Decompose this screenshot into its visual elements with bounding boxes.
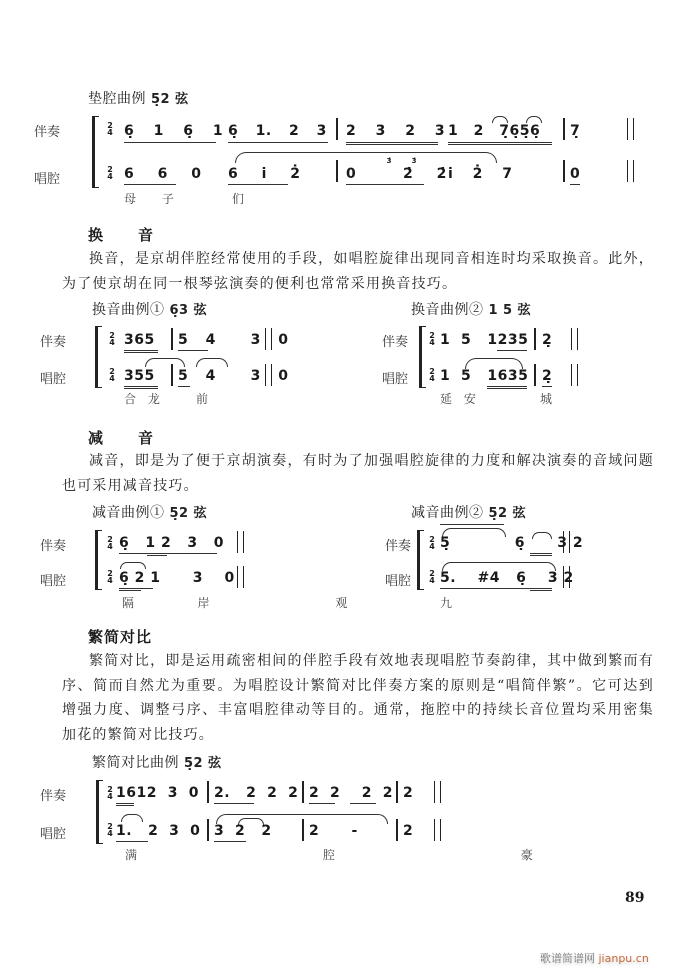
watermark-cn: 歌谱简谱网 — [540, 952, 595, 965]
example-caption — [88, 88, 189, 108]
final-barline — [434, 819, 441, 841]
accomp-measure: 365 — [124, 332, 155, 348]
beam — [346, 142, 438, 143]
beam — [178, 386, 190, 387]
beam — [124, 184, 176, 185]
barline — [207, 819, 209, 841]
caption-text: 换音曲例② — [411, 302, 484, 318]
vocal-measure: 1 5 1635 — [440, 368, 529, 384]
tuning-label: 5̣2 弦 — [488, 506, 527, 521]
beam — [119, 553, 217, 554]
beam — [147, 555, 167, 556]
final-barline — [571, 328, 578, 350]
section-paragraph: 换音，是京胡伴腔经常使用的手段，如唱腔旋律出现同音相连时均采取换音。此外，为了使京胡在同一根琴弦演奏的便利也常常采用换音技巧。 — [62, 251, 654, 292]
page-number: 89 — [625, 890, 645, 906]
vocal-measure: 6 i̇ 2̇ — [228, 166, 301, 182]
beam — [178, 350, 208, 351]
vocal-measure: 6 6 0 — [124, 166, 202, 182]
barline — [534, 364, 536, 386]
time-signature: 2 4 — [107, 165, 113, 181]
barline — [171, 328, 173, 350]
beam — [530, 590, 552, 591]
final-barline — [237, 531, 244, 553]
beam — [542, 386, 552, 387]
beam — [214, 841, 246, 842]
beam — [497, 350, 527, 351]
beam — [116, 841, 148, 842]
caption-text: 减音曲例① — [92, 505, 165, 521]
barline — [534, 328, 536, 350]
accomp-measure: 5 4 3 0 — [178, 332, 289, 348]
beam — [214, 803, 254, 804]
system-brace — [92, 116, 99, 188]
vocal-label: 唱腔 — [382, 372, 409, 387]
slur — [121, 814, 143, 822]
vocal-label: 唱腔 — [34, 172, 61, 187]
time-signature: 2 4 — [429, 367, 435, 383]
tuning-label: 5̣2 弦 — [169, 506, 208, 521]
beam — [346, 184, 424, 185]
time-signature: 2 4 — [429, 535, 435, 551]
slur — [145, 358, 185, 367]
accomp-label: 伴奏 — [382, 335, 409, 350]
time-signature: 2 4 — [107, 535, 113, 551]
time-signature: 2 4 — [107, 569, 113, 585]
caption-text: 繁简对比曲例 — [92, 755, 179, 771]
final-barline — [434, 781, 441, 803]
accomp-measure: 2 3 2 3 — [346, 123, 446, 139]
caption-text: 换音曲例① — [92, 302, 165, 318]
vocal-measure: 355 — [124, 368, 155, 384]
slur — [526, 116, 542, 123]
vocal-measure: 5. #4 6̣ 3 2 — [440, 570, 574, 586]
vocal-measure: 0 2̇ 2̇ — [346, 166, 447, 182]
system-brace — [96, 780, 103, 844]
caption-text: 垫腔曲例 — [88, 91, 146, 107]
beam — [124, 388, 158, 389]
lyrics: 满 腔 豪 — [125, 848, 534, 862]
beam — [124, 142, 216, 143]
beam — [440, 588, 552, 589]
beam — [116, 803, 134, 804]
slur — [196, 358, 228, 367]
vocal-measure: 0 — [570, 166, 581, 182]
accomp-measure: 2̣ — [542, 332, 553, 348]
final-barline — [627, 160, 634, 182]
lyrics: 们 — [232, 192, 246, 206]
grace-note: 3̇ — [386, 157, 392, 165]
slur — [235, 152, 497, 163]
beam — [124, 352, 158, 353]
tuning-label: 5̣2 弦 — [150, 92, 189, 107]
accomp-label: 伴奏 — [40, 335, 67, 350]
final-barline — [627, 118, 634, 140]
slur — [120, 562, 146, 569]
barline — [563, 118, 565, 140]
time-signature: 2 4 — [107, 121, 113, 137]
barline — [302, 781, 304, 803]
beam — [124, 386, 158, 387]
beam — [448, 142, 552, 143]
slur — [492, 116, 508, 123]
tuning-label: 6̣3 弦 — [169, 303, 208, 318]
accomp-measure: 1 5 1235 — [440, 332, 529, 348]
example-caption — [92, 502, 207, 522]
time-signature: 2 4 — [429, 569, 435, 585]
beam — [448, 144, 552, 145]
beam — [119, 590, 141, 591]
vocal-measure: 2 - — [309, 823, 358, 839]
tuning-label: 5̣2 弦 — [183, 756, 222, 771]
barline — [336, 160, 338, 182]
beam — [119, 588, 153, 589]
beam — [228, 184, 288, 185]
vocal-measure: 2 — [403, 823, 414, 839]
watermark-en: jianpu.cn — [598, 952, 649, 965]
accomp-measure: 1 2 7̣6̣5̣6̣ — [448, 123, 541, 139]
example-caption — [411, 299, 531, 319]
accomp-measure: 2 2 2 2 — [309, 785, 393, 801]
accomp-measure: 2. 2 2 2 — [214, 785, 299, 801]
accomp-label: 伴奏 — [34, 125, 61, 140]
beam — [530, 553, 552, 554]
final-barline — [237, 566, 244, 588]
beam — [228, 142, 328, 143]
vocal-measure: i̇ 2̇ 7 — [448, 166, 513, 182]
lyrics: 延 安 — [440, 392, 477, 406]
system-brace — [419, 326, 426, 388]
barline — [207, 781, 209, 803]
time-signature: 2 4 — [429, 331, 435, 347]
example-caption — [92, 299, 207, 319]
lyrics: 母 子 — [124, 192, 175, 206]
accomp-label: 伴奏 — [385, 539, 412, 554]
grace-note: 3̇ — [411, 157, 417, 165]
time-signature: 2 4 — [107, 785, 113, 801]
lyrics: 隔 岸 观 — [122, 596, 349, 610]
vocal-measure: 2̣ — [542, 368, 553, 384]
time-signature: 2 4 — [109, 367, 115, 383]
vocal-measure: 1. 2 3 0 — [116, 823, 201, 839]
example-caption — [92, 752, 222, 772]
caption-text: 减音曲例② — [411, 505, 484, 521]
beam — [350, 803, 376, 804]
watermark — [540, 950, 649, 966]
section-title: 繁简对比 — [88, 628, 153, 646]
example-caption — [411, 502, 526, 522]
vocal-label: 唱腔 — [385, 574, 412, 589]
accomp-measure: 1612 3 0 — [116, 785, 199, 801]
lyrics: 城 — [540, 392, 554, 406]
barline — [336, 118, 338, 140]
time-signature: 2 4 — [109, 331, 115, 347]
lyrics: 九 — [440, 596, 454, 610]
tuning-label: 1 5 弦 — [488, 303, 532, 318]
beam — [346, 144, 438, 145]
final-barline — [563, 531, 570, 553]
vocal-label: 唱腔 — [40, 827, 67, 842]
beam — [570, 184, 580, 185]
final-barline — [265, 328, 272, 350]
accomp-measure: 2 — [403, 785, 414, 801]
section-paragraph: 繁简对比，即是运用疏密相间的伴腔手段有效地表现唱腔节奏韵律，其中做到繁而有序、简而自然尤为重要。为唱腔设计繁简对比伴奏方案的原则是“唱简伴繁”。它可达到增强力度、调整弓序、丰富唱腔律动等目的。通常，拖腔中的持续长音位置均采用密集加花的繁简对比技巧。 — [62, 653, 654, 743]
final-barline — [563, 566, 570, 588]
accomp-measure: 5̣ 6̣ 3 2 — [440, 535, 584, 551]
system-brace — [417, 530, 424, 590]
section-title: 换 音 — [88, 226, 164, 244]
barline — [302, 819, 304, 841]
system-brace — [95, 326, 102, 388]
vocal-label: 唱腔 — [40, 372, 67, 387]
vocal-label: 唱腔 — [40, 574, 67, 589]
lyrics: 前 — [196, 392, 210, 406]
section-title: 减 音 — [88, 429, 164, 447]
vocal-measure: 6̣ 2 1 3 0 — [119, 570, 235, 586]
barline — [171, 364, 173, 386]
beam — [530, 555, 552, 556]
lyrics: 合 龙 — [124, 392, 161, 406]
system-brace — [95, 530, 102, 590]
accomp-measure: 6̣ 1 6̣ 1 — [124, 123, 224, 139]
beam — [309, 803, 335, 804]
barline — [563, 160, 565, 182]
barline — [396, 781, 398, 803]
accomp-measure: 6̣ 1. 2 3 — [228, 123, 327, 139]
barline — [396, 819, 398, 841]
accomp-measure: 6̣ 1 2 3 0 — [119, 535, 224, 551]
beam — [116, 805, 134, 806]
final-barline — [265, 364, 272, 386]
accomp-label: 伴奏 — [40, 539, 67, 554]
accomp-label: 伴奏 — [40, 789, 67, 804]
slide-arrow — [440, 524, 504, 525]
final-barline — [571, 364, 578, 386]
beam — [487, 386, 527, 387]
vocal-measure: 3 2 2 — [214, 823, 272, 839]
vocal-measure: 5 4 3 0 — [178, 368, 289, 384]
beam — [124, 350, 158, 351]
section-paragraph: 减音，即是为了便于京胡演奏，有时为了加强唱腔旋律的力度和解决演奏的音域问题也可采用减音技巧。 — [62, 453, 654, 494]
accomp-measure: 7̣ — [570, 123, 581, 139]
beam — [487, 388, 527, 389]
time-signature: 2 4 — [107, 822, 113, 838]
